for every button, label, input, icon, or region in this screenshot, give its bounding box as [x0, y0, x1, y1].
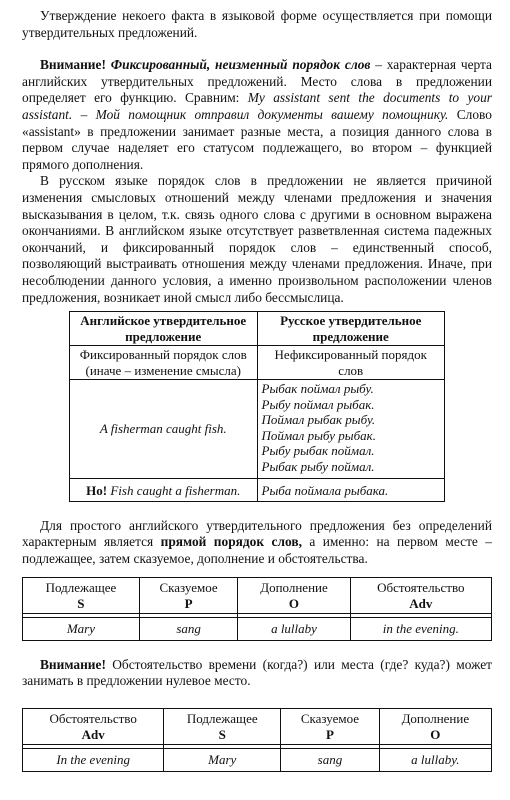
example-cell: Mary — [23, 618, 140, 641]
column-symbol: O — [288, 595, 300, 611]
column-object — [379, 709, 491, 745]
example-cell: sang — [139, 618, 238, 641]
subheader-english: Фиксированный порядок слов (иначе – изменение смысла) — [70, 346, 258, 380]
header-english: Английское утвердительное предложение — [70, 312, 258, 346]
column-predicate — [139, 578, 238, 614]
header-russian: Русское утвердительное предложение — [257, 312, 445, 346]
adverbial-first-table — [22, 708, 492, 772]
paragraph-text: Для простого английского утвердительного предложения без определений характерным является — [22, 517, 492, 550]
column-adverbial — [350, 578, 491, 614]
fixed-order-term: Фиксированный, неизменный порядок слов — [110, 57, 371, 73]
attention-paragraph — [22, 57, 492, 173]
column-symbol: S — [77, 595, 85, 611]
column-label: Дополнение — [401, 711, 470, 727]
example-cell: a lullaby — [238, 618, 350, 641]
column-symbol: Adv — [409, 595, 433, 611]
russian-order-paragraph: В русском языке порядок слов в предложении не является причиной изменения смысловых отношений между членами предложения и значения высказывания в целом, т.к. связь одного слова с другими в основном выражена окончаниями. В английском языке отсутствует разветвленная система падежных окончаний, и фиксированный порядок слов – единственный способ, позволяющий выстраивать отношения между членами предложения. Иначе, при несоблюдении данного условия, а именно произвольном расположении членов предложения, возникает иной смысл либо бессмыслица. — [22, 173, 492, 305]
column-predicate — [281, 709, 380, 745]
paragraph-text: – характерная черта английских утвердительных предложений. Место слова в предложении определяет его функцию. Сравним: — [22, 57, 492, 106]
russian-example: Рыбак рыбу поймал. — [261, 458, 375, 474]
russian-example: Рыбу поймал рыбак. — [261, 396, 375, 412]
subheader-russian: Нефиксированный порядок слов — [257, 346, 445, 380]
column-symbol: O — [430, 726, 441, 742]
column-label: Подлежащее — [45, 580, 117, 596]
paragraph-text: Обстоятельство времени (когда?) или места (где? куда?) может занимать в предложении нулевое место. — [22, 656, 492, 689]
russian-examples — [257, 380, 445, 479]
russian-example: Рыбу рыбак поймал. — [261, 443, 375, 459]
word-order-comparison-table — [69, 311, 445, 502]
direct-order-term: прямой порядок слов, — [160, 534, 302, 550]
column-symbol: P — [184, 595, 193, 611]
column-symbol: P — [325, 726, 334, 742]
column-subject — [164, 709, 281, 745]
english-example: A fisherman caught fish. — [70, 380, 258, 479]
example-cell: In the evening — [23, 749, 164, 772]
paragraph-text-2: Слово «assistant» в предложении занимает разные места, а позиция данного слова в первом случае наделяет его статусом подлежащего, во втором – функцией прямого дополнения. — [22, 106, 492, 172]
example-cell: a lullaby. — [379, 749, 491, 772]
column-label: Обстоятельство — [377, 580, 465, 596]
russian-example: Поймал рыбу рыбак. — [261, 427, 376, 443]
but-label: Но! — [86, 483, 108, 499]
russian-example: Рыбак поймал рыбу. — [261, 381, 374, 397]
column-label: Дополнение — [260, 580, 328, 596]
column-label: Обстоятельство — [49, 711, 137, 727]
column-subject — [23, 578, 140, 614]
english-counter-sentence: Fish caught a fisherman. — [110, 483, 241, 499]
example-cell: sang — [281, 749, 380, 772]
column-label: Сказуемое — [300, 711, 360, 727]
russian-counter-example: Рыба поймала рыбака. — [257, 479, 445, 502]
sentence-structure-table — [22, 577, 492, 641]
example-sentence: My assistant sent the documents to your assistant. – Мой помощник отправил документы вашему помощнику. — [22, 90, 493, 122]
column-adverbial — [23, 709, 164, 745]
column-symbol: S — [218, 726, 226, 742]
direct-order-paragraph — [22, 518, 492, 568]
column-label: Сказуемое — [159, 580, 218, 596]
russian-example: Поймал рыбак рыбу. — [261, 412, 376, 428]
intro-paragraph: Утверждение некоего факта в языковой форме осуществляется при помощи утвердительных предложений. — [22, 8, 492, 40]
attention-label: Внимание! — [40, 57, 106, 73]
example-cell: Mary — [164, 749, 281, 772]
english-counter-example — [70, 479, 258, 502]
column-object — [238, 578, 350, 614]
attention-label: Внимание! — [40, 656, 106, 672]
paragraph-text-2: а именно: на первом месте – подлежащее, затем сказуемое, дополнение и обстоятельства. — [22, 534, 492, 566]
column-symbol: Adv — [81, 726, 105, 742]
example-cell: in the evening. — [350, 618, 491, 641]
column-label: Подлежащее — [186, 711, 258, 727]
zero-position-paragraph — [22, 657, 492, 690]
